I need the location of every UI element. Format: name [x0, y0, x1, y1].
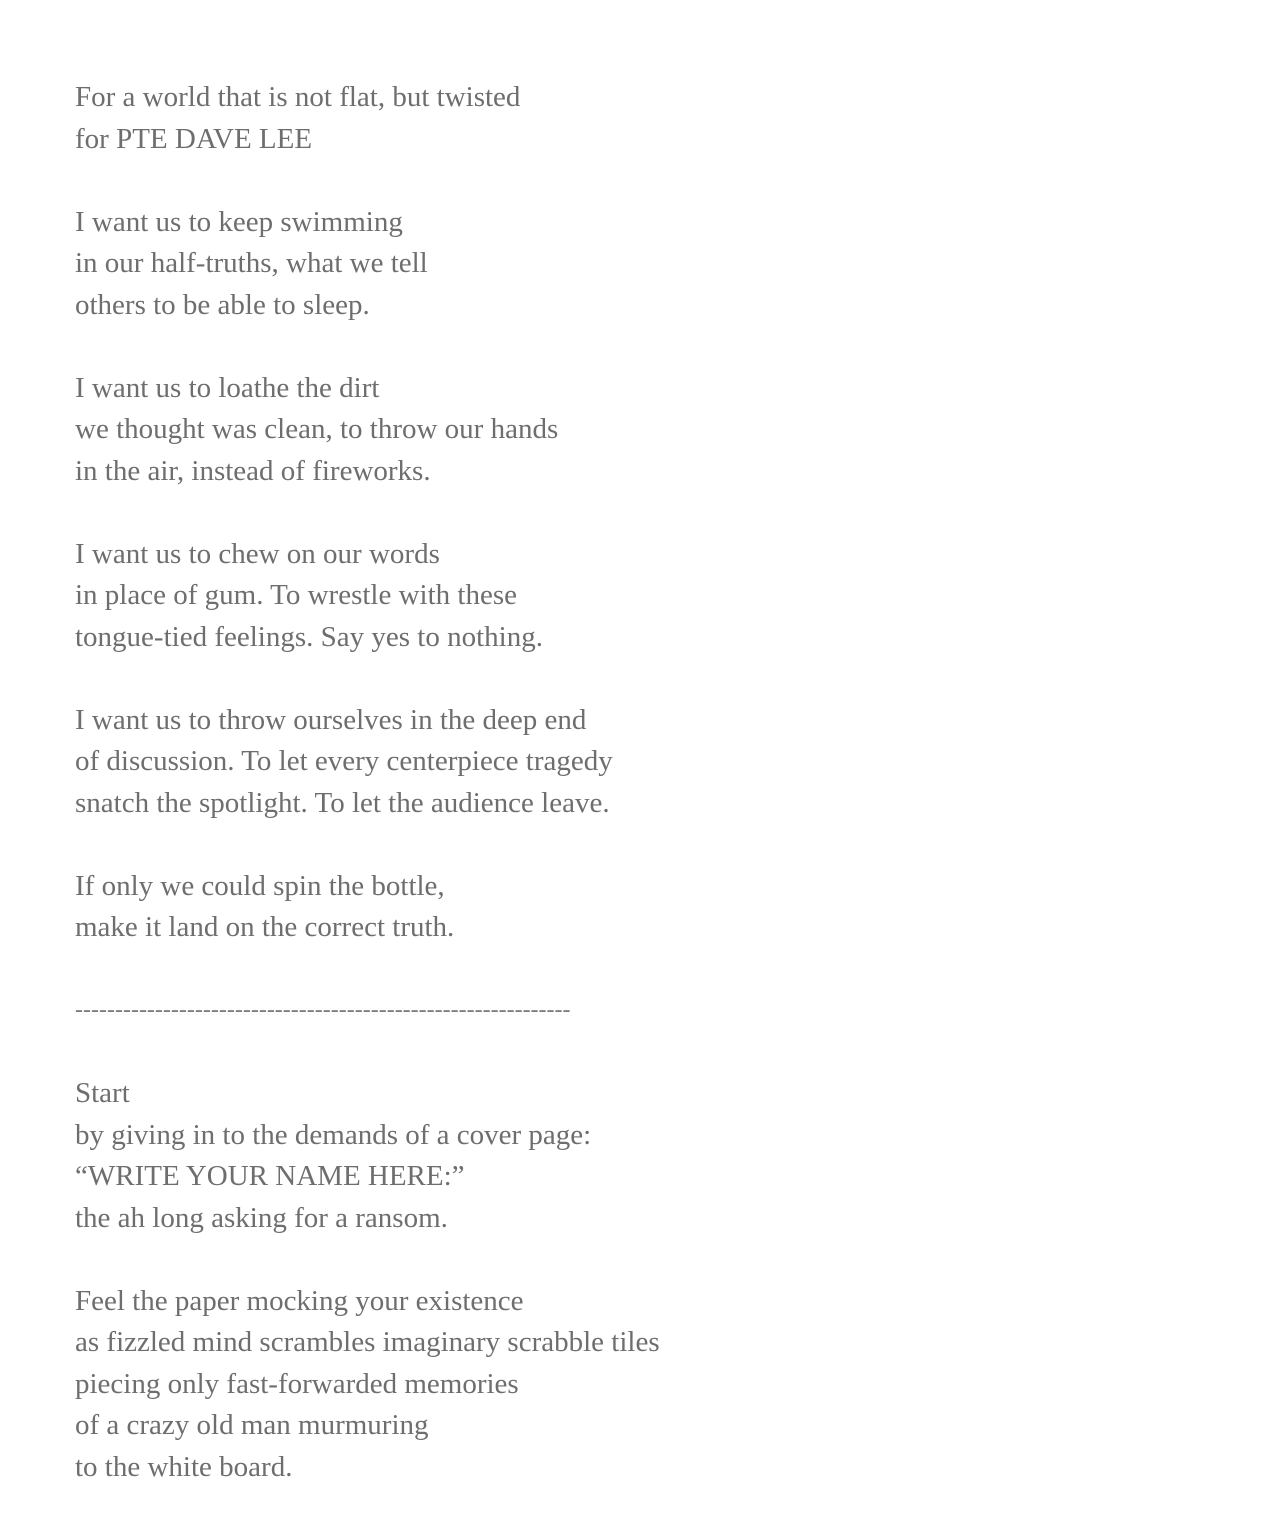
- verse-line: of a crazy old man murmuring: [75, 1409, 429, 1441]
- stanza-gap: [75, 658, 1225, 700]
- verse-line: of discussion. To let every centerpiece tragedy: [75, 745, 613, 777]
- stanza: [75, 1073, 1225, 1239]
- stanza: [75, 368, 1225, 493]
- section-divider: --------------------------------------------------------------: [75, 997, 571, 1023]
- poem-1: [75, 77, 1225, 949]
- verse-line: I want us to keep swimming: [75, 205, 403, 238]
- section-gap: [75, 949, 1225, 991]
- stanza: [75, 700, 1225, 825]
- poem-dedication: for PTE DAVE LEE: [75, 122, 313, 155]
- verse-line: Start: [75, 1077, 130, 1109]
- stanza-gap: [75, 1239, 1225, 1281]
- stanza: [75, 534, 1225, 659]
- stanza: [75, 866, 1225, 949]
- verse-line: we thought was clean, to throw our hands: [75, 413, 559, 445]
- stanza: [75, 1281, 1225, 1489]
- verse-line: Feel the paper mocking your existence: [75, 1284, 524, 1317]
- section-gap: [75, 1032, 1225, 1074]
- verse-line: snatch the spotlight. To let the audience leave.: [75, 786, 610, 819]
- stanza-gap: [75, 824, 1225, 866]
- verse-line: If only we could spin the bottle,: [75, 869, 445, 902]
- stanza-gap: [75, 492, 1225, 534]
- verse-line: I want us to loathe the dirt: [75, 371, 380, 404]
- stanza-gap: [75, 326, 1225, 368]
- verse-line: I want us to chew on our words: [75, 537, 440, 570]
- poem-2: [75, 1073, 1225, 1488]
- verse-line: by giving in to the demands of a cover page:: [75, 1118, 592, 1151]
- verse-line: tongue-tied feelings. Say yes to nothing.: [75, 620, 543, 653]
- verse-line: make it land on the correct truth.: [75, 911, 455, 943]
- verse-line: as fizzled mind scrambles imaginary scrabble tiles: [75, 1326, 660, 1358]
- verse-line: the ah long asking for a ransom.: [75, 1201, 448, 1234]
- verse-line: in our half-truths, what we tell: [75, 247, 428, 279]
- verse-line: piecing only fast-forwarded memories: [75, 1367, 519, 1400]
- poem-title: For a world that is not flat, but twisted: [75, 81, 521, 113]
- verse-line: others to be able to sleep.: [75, 288, 370, 321]
- verse-line: in place of gum. To wrestle with these: [75, 579, 517, 611]
- verse-line: in the air, instead of fireworks.: [75, 454, 431, 487]
- verse-line: “WRITE YOUR NAME HERE:”: [75, 1160, 465, 1192]
- stanza: [75, 202, 1225, 327]
- stanza-gap: [75, 160, 1225, 202]
- verse-line: to the white board.: [75, 1450, 293, 1483]
- verse-line: I want us to throw ourselves in the deep end: [75, 703, 587, 736]
- poem-document: [75, 77, 1225, 1488]
